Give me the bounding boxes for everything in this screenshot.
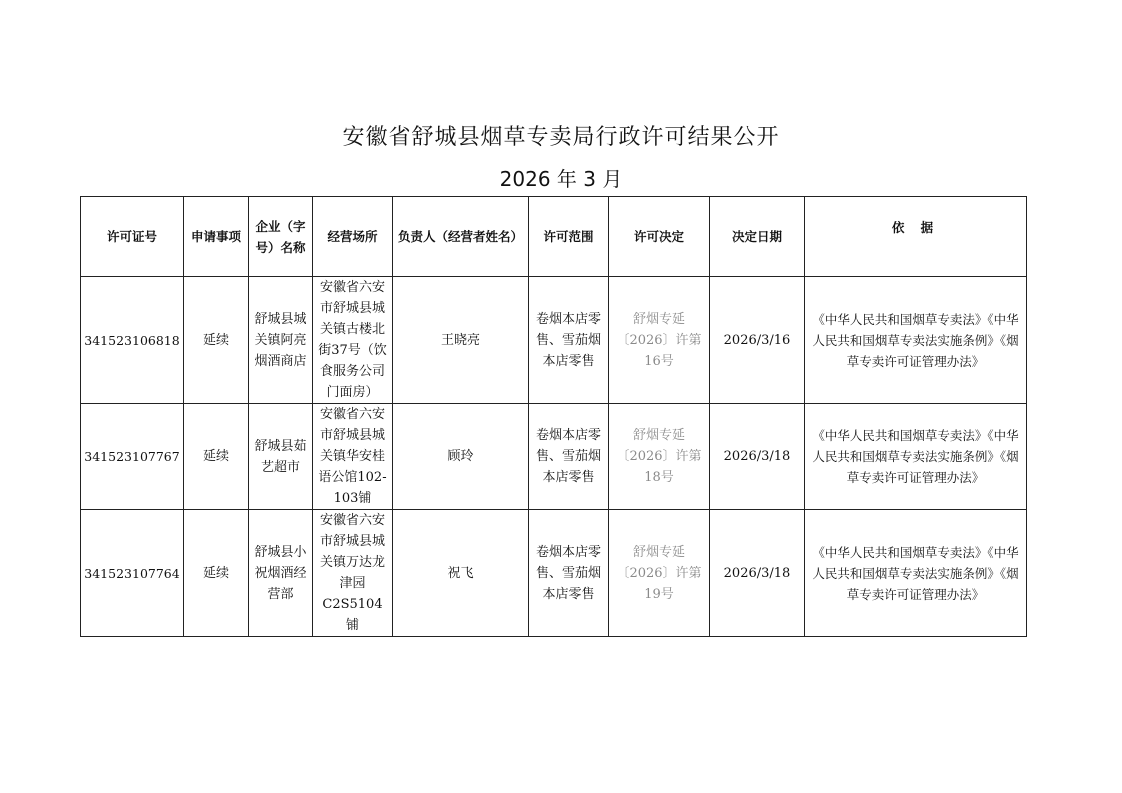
license-decision-cell: 舒烟专延〔2026〕许第18号 <box>609 404 710 510</box>
decision-date-cell: 2026/3/16 <box>710 277 805 404</box>
basis-cell: 《中华人民共和国烟草专卖法》《中华人民共和国烟草专卖法实施条例》《烟草专卖许可证管理办法》 <box>805 404 1027 510</box>
responsible-person-cell: 祝飞 <box>393 510 529 637</box>
decision-date-cell: 2026/3/18 <box>710 510 805 637</box>
responsible-person-cell: 顾玲 <box>393 404 529 510</box>
header-company-name: 企业（字号）名称 <box>249 197 313 277</box>
page-title: 安徽省舒城县烟草专卖局行政许可结果公开 <box>342 125 780 150</box>
header-business-address: 经营场所 <box>313 197 393 277</box>
business-address-cell: 安徽省六安市舒城县城关镇华安桂语公馆102-103铺 <box>313 404 393 510</box>
license-no-cell: 341523107767 <box>81 404 184 510</box>
license-scope-cell: 卷烟本店零售、雪茄烟本店零售 <box>529 277 609 404</box>
license-decision-cell: 舒烟专延〔2026〕许第19号 <box>609 510 710 637</box>
company-name-cell: 舒城县小祝烟酒经营部 <box>249 510 313 637</box>
page-subtitle: 2026 年 3 月 <box>499 167 623 191</box>
header-application-item: 申请事项 <box>184 197 249 277</box>
application-item-cell: 延续 <box>184 404 249 510</box>
table-row <box>81 510 1027 637</box>
header-license-no: 许可证号 <box>81 197 184 277</box>
license-results-table <box>80 196 1027 637</box>
basis-cell: 《中华人民共和国烟草专卖法》《中华人民共和国烟草专卖法实施条例》《烟草专卖许可证管理办法》 <box>805 510 1027 637</box>
responsible-person-cell: 王晓亮 <box>393 277 529 404</box>
application-item-cell: 延续 <box>184 277 249 404</box>
table-row <box>81 277 1027 404</box>
basis-cell: 《中华人民共和国烟草专卖法》《中华人民共和国烟草专卖法实施条例》《烟草专卖许可证管理办法》 <box>805 277 1027 404</box>
header-responsible-person: 负责人（经营者姓名） <box>393 197 529 277</box>
license-scope-cell: 卷烟本店零售、雪茄烟本店零售 <box>529 404 609 510</box>
license-decision-cell: 舒烟专延〔2026〕许第16号 <box>609 277 710 404</box>
application-item-cell: 延续 <box>184 510 249 637</box>
header-basis: 依 据 <box>805 197 1027 277</box>
license-no-cell: 341523107764 <box>81 510 184 637</box>
table-header-row <box>81 197 1027 277</box>
table-row <box>81 404 1027 510</box>
business-address-cell: 安徽省六安市舒城县城关镇万达龙津园C2S5104铺 <box>313 510 393 637</box>
header-license-decision: 许可决定 <box>609 197 710 277</box>
decision-date-cell: 2026/3/18 <box>710 404 805 510</box>
header-license-scope: 许可范围 <box>529 197 609 277</box>
company-name-cell: 舒城县茹艺超市 <box>249 404 313 510</box>
header-decision-date: 决定日期 <box>710 197 805 277</box>
business-address-cell: 安徽省六安市舒城县城关镇古楼北街37号（饮食服务公司门面房） <box>313 277 393 404</box>
company-name-cell: 舒城县城关镇阿亮烟酒商店 <box>249 277 313 404</box>
license-scope-cell: 卷烟本店零售、雪茄烟本店零售 <box>529 510 609 637</box>
license-no-cell: 341523106818 <box>81 277 184 404</box>
